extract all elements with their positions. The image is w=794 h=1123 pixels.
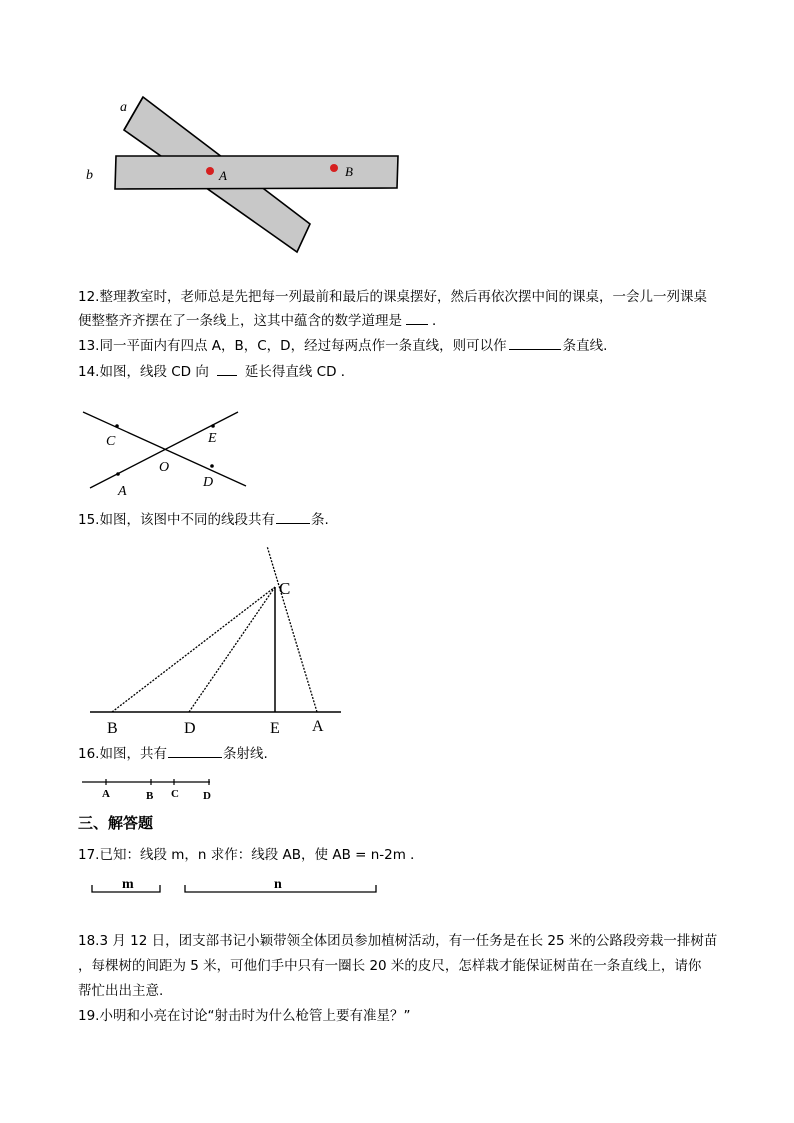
label-A: A <box>312 718 324 735</box>
q13-answer-blank[interactable] <box>509 336 561 350</box>
label-m: m <box>122 877 134 892</box>
point-B-dot <box>330 164 338 172</box>
label-C: C <box>171 788 179 800</box>
q13-text: 13.同一平面内有四点 A，B，C，D，经过每两点作一条直线，则可以作 条直线. <box>78 338 608 354</box>
q12-answer-blank[interactable] <box>406 311 428 325</box>
q12-line2: 便整整齐齐摆在了一条线上，这其中蕴含的数学道理是 ． <box>78 313 446 329</box>
label-E: E <box>208 431 217 446</box>
label-point-A: A <box>219 168 227 183</box>
label-C: C <box>279 579 291 598</box>
label-point-B: B <box>345 164 353 179</box>
q18-line1: 18.3 月 12 日，团支部书记小颖带领全体团员参加植树活动，有一任务是在长 25 米的公路段旁栽一排树苗 <box>78 933 718 949</box>
q17-text: 17.已知：线段 m，n 求作：线段 AB，使 AB = n-2m ． <box>78 847 424 863</box>
q15-figure <box>85 543 350 741</box>
section-title: 三、解答题 <box>78 814 154 832</box>
q16-figure <box>80 774 230 804</box>
ruler-b <box>115 156 398 189</box>
q16-answer-blank[interactable] <box>168 744 222 758</box>
label-O: O <box>159 460 170 475</box>
point-C-dot <box>115 424 119 428</box>
q12-line1: 12.整理教室时，老师总是先把每一列最前和最后的课桌摆好，然后再依次摆中间的课桌，一会儿一列课桌 <box>78 289 707 305</box>
q18-line3: 帮忙出出主意. <box>78 983 164 999</box>
q14-text: 14.如图，线段 CD 向 延长得直线 CD ． <box>78 364 355 380</box>
label-C: C <box>106 434 116 449</box>
label-D: D <box>184 720 196 737</box>
label-D: D <box>203 790 211 802</box>
point-A-dot <box>116 472 120 476</box>
label-b: b <box>86 168 93 183</box>
point-A-dot <box>206 167 214 175</box>
point-E-dot <box>211 424 215 428</box>
line-AE <box>90 412 238 488</box>
q15-answer-blank[interactable] <box>276 510 310 524</box>
q14-figure <box>78 404 258 500</box>
segment-CD <box>189 587 275 712</box>
label-E: E <box>270 720 280 737</box>
q19-text: 19.小明和小亮在讨论“射击时为什么枪管上要有准星？” <box>78 1008 411 1024</box>
rulers-figure <box>80 92 410 262</box>
q16-text: 16.如图，共有 条射线. <box>78 746 268 762</box>
q17-figure <box>88 873 388 903</box>
label-B: B <box>107 720 118 737</box>
segment-CB <box>112 587 275 712</box>
q15-text: 15.如图，该图中不同的线段共有 条. <box>78 512 329 528</box>
point-D-dot <box>210 464 214 468</box>
q18-line2: ，每棵树的间距为 5 米，可他们手中只有一圈长 20 米的皮尺，怎样栽才能保证树苗在一条直线上，请你 <box>78 958 702 974</box>
label-B: B <box>146 790 154 802</box>
label-A: A <box>102 788 110 800</box>
label-D: D <box>203 475 214 490</box>
label-a: a <box>120 100 127 115</box>
label-A: A <box>118 484 127 499</box>
label-n: n <box>274 877 282 892</box>
q14-answer-blank[interactable] <box>217 362 237 376</box>
